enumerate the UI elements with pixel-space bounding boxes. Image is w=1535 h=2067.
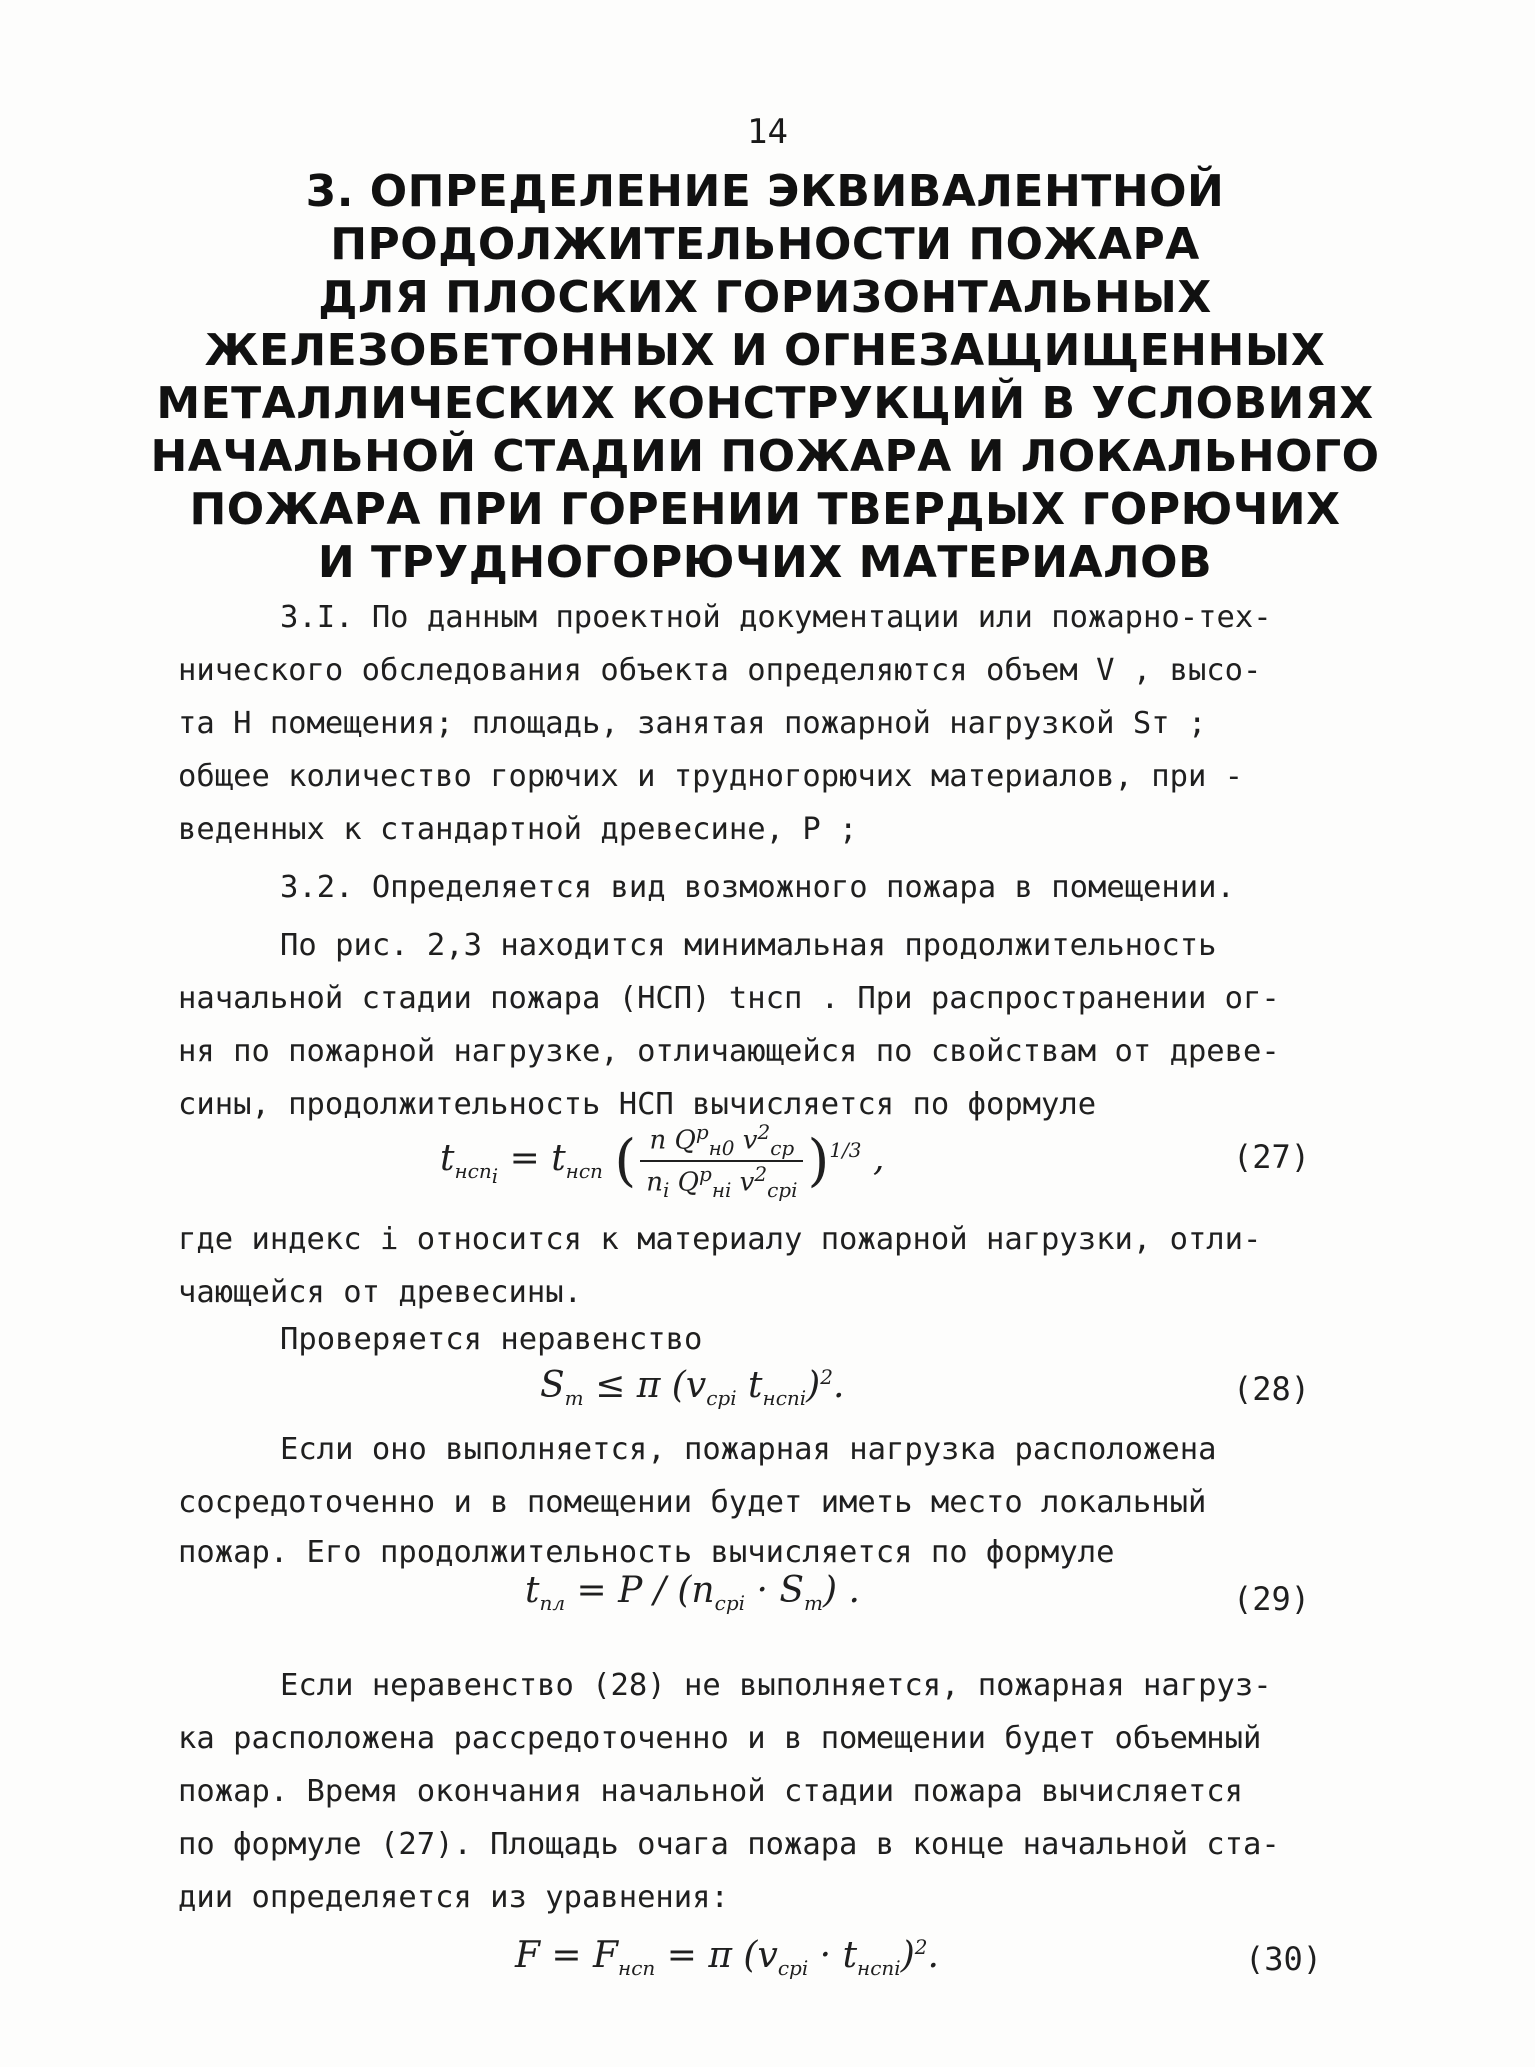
heading-line: ЖЕЛЕЗОБЕТОННЫХ И ОГНЕЗАЩИЩЕННЫХ: [204, 325, 1326, 376]
equation-28: $S_т \le \pi$ ($v_{срi}$ $t_{нспi})^2$.: [540, 1365, 845, 1411]
paragraph-text-line: Если оно выполняется, пожарная нагрузка расположена: [280, 1432, 1217, 1467]
page-number: 14: [747, 112, 788, 152]
paragraph-3-1-line: 3.I. По данным проектной документации или пожарно-тех-: [280, 600, 1272, 635]
paragraph-text-line: ня по пожарной нагрузке, отличающейся по свойствам от древе-: [178, 1034, 1280, 1069]
heading-line: МЕТАЛЛИЧЕСКИХ КОНСТРУКЦИЙ В УСЛОВИЯХ: [156, 378, 1374, 429]
heading-line: ПОЖАРА ПРИ ГОРЕНИИ ТВЕРДЫХ ГОРЮЧИХ: [189, 484, 1341, 535]
section-heading: [140, 165, 1390, 589]
paragraph-3-2: 3.2. Определяется вид возможного пожара в помещении.: [280, 870, 1235, 905]
paragraph-3-1-line: та H помещения; площадь, занятая пожарной нагрузкой Sт ;: [178, 706, 1207, 741]
paragraph-text-line: пожар. Его продолжительность вычисляется по формуле: [178, 1535, 1115, 1570]
paragraph-3-1-line: веденных к стандартной древесине, P ;: [178, 812, 858, 847]
paragraph-text-line: по формуле (27). Площадь очага пожара в конце начальной ста-: [178, 1827, 1280, 1862]
heading-line: И ТРУДНОГОРЮЧИХ МАТЕРИАЛОВ: [317, 537, 1213, 588]
paragraph-text-line: пожар. Время окончания начальной стадии пожара вычисляется: [178, 1774, 1244, 1809]
paragraph-text-line: Если неравенство (28) не выполняется, пожарная нагруз-: [280, 1668, 1272, 1703]
equation-number: (28): [1233, 1370, 1311, 1408]
paragraph-text-line: чающейся от древесины.: [178, 1275, 582, 1310]
equation-number: (30): [1245, 1940, 1323, 1978]
equation-27: $t_{нсп_i} = t_{нсп}$ ( $\frac{n Q^p_{н0} v^2_{ср}}{n_i Q^p_{нi} v^2_{срi}}$ )$^{1/3}$ ,: [440, 1120, 885, 1202]
heading-line: 3. ОПРЕДЕЛЕНИЕ ЭКВИВАЛЕНТНОЙ: [305, 166, 1225, 217]
paragraph-text-line: По рис. 2,3 находится минимальная продолжительность: [280, 928, 1217, 963]
equation-29: $t_{пл} = P / (n_{срi} \cdot S_т)$ .: [525, 1570, 860, 1616]
paragraph-text-line: ка расположена рассредоточенно и в помещении будет объемный: [178, 1721, 1262, 1756]
paragraph-text-line: где индекс i относится к материалу пожарной нагрузки, отли-: [178, 1222, 1262, 1257]
heading-line: НАЧАЛЬНОЙ СТАДИИ ПОЖАРА И ЛОКАЛЬНОГО: [150, 431, 1380, 482]
paragraph-text-line: сосредоточенно и в помещении будет иметь место локальный: [178, 1485, 1207, 1520]
paragraph-3-1-line: общее количество горючих и трудногорючих материалов, при -: [178, 759, 1244, 794]
equation-30: $F = F_{нсп} = \pi$ $(v_{срi} \cdot t_{нспi})^2$.: [515, 1935, 939, 1981]
heading-line: ДЛЯ ПЛОСКИХ ГОРИЗОНТАЛЬНЫХ: [318, 272, 1212, 323]
equation-number: (29): [1233, 1580, 1311, 1618]
heading-line: ПРОДОЛЖИТЕЛЬНОСТИ ПОЖАРА: [330, 219, 1200, 270]
paragraph-text-line: начальной стадии пожара (НСП) tнсп . При распространении ог-: [178, 981, 1280, 1016]
paragraph-3-1-line: нического обследования объекта определяются объем V , высо-: [178, 653, 1262, 688]
paragraph-text-line: Проверяется неравенство: [280, 1322, 703, 1357]
paragraph-text-line: дии определяется из уравнения:: [178, 1880, 729, 1915]
paragraph-text-line: сины, продолжительность НСП вычисляется по формуле: [178, 1087, 1097, 1122]
equation-number: (27): [1233, 1138, 1311, 1176]
